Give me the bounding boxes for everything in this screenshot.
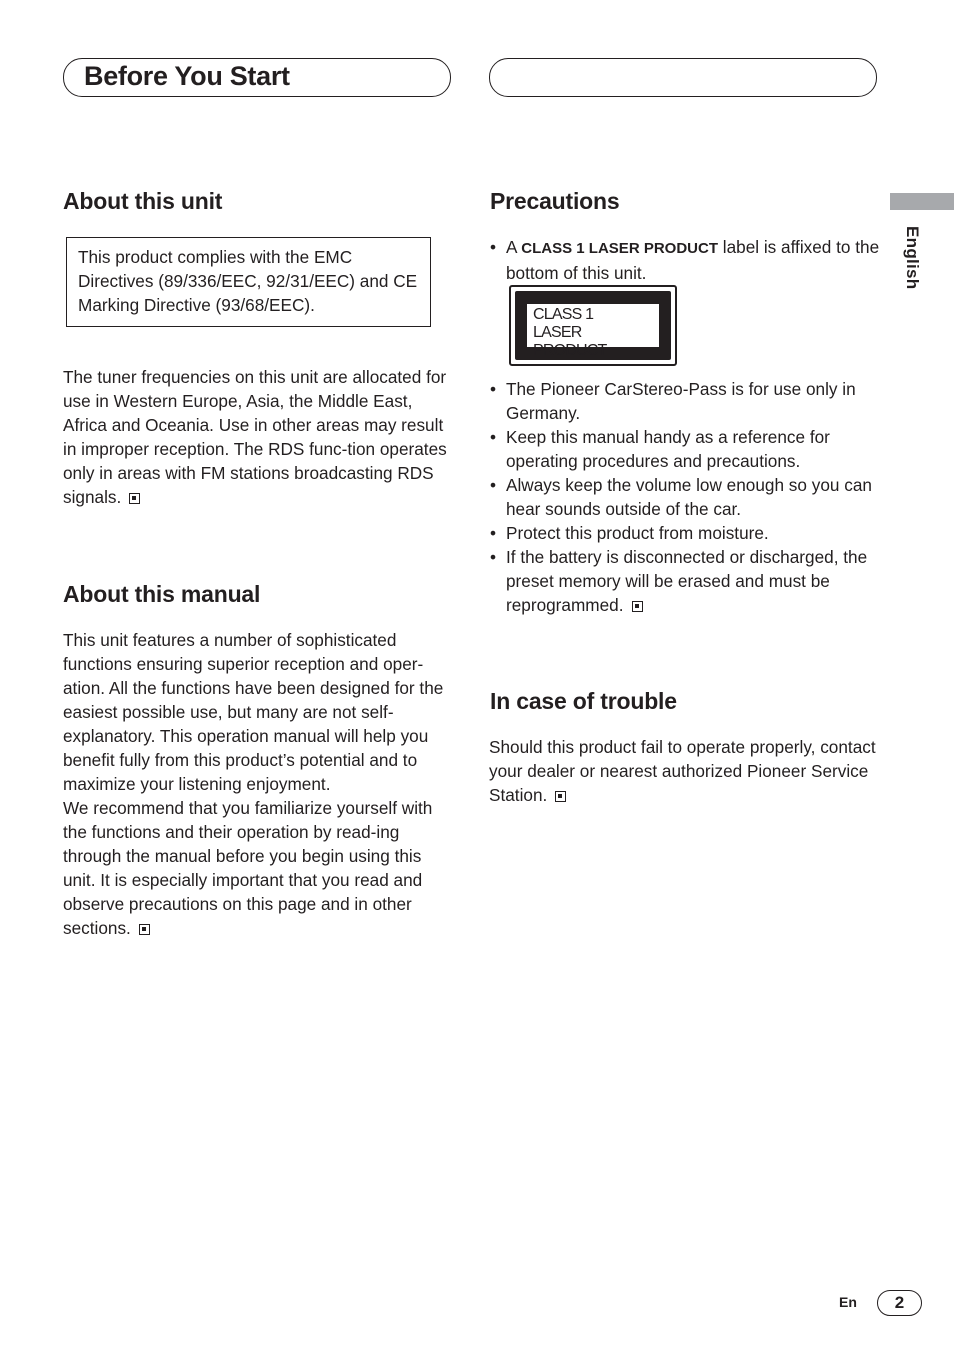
about-manual-heading: About this manual	[63, 581, 261, 607]
laser-product-label-image	[509, 285, 677, 366]
about-manual-paragraph-2	[63, 796, 455, 940]
trouble-text: Should this product fail to operate properly, contact your dealer or nearest authorized Pioneer Service Station.	[489, 737, 876, 805]
precautions-list	[490, 377, 880, 617]
list-item: • A CLASS 1 LASER PRODUCT label is affixed to the bottom of this unit.	[490, 235, 880, 285]
emc-notice-text: This product complies with the EMC Directives (89/336/EEC, 92/31/EEC) and CE Marking Directive (93/68/EEC).	[78, 247, 418, 315]
section-end-icon	[139, 924, 150, 935]
about-unit-heading: About this unit	[63, 188, 223, 214]
footer-language-code: En	[839, 1294, 857, 1310]
laser-label-text	[527, 304, 659, 359]
trouble-heading: In case of trouble	[490, 688, 677, 714]
language-tab-label: English	[903, 226, 922, 290]
emc-notice-box	[66, 237, 431, 327]
tuner-frequencies-text: The tuner frequencies on this unit are allocated for use in Western Europe, Asia, the Middle East, Africa and Oceania. Use in other areas may result in improper reception. The RDS func-tion operates only in areas with FM stations broadcasting RDS signals.	[63, 367, 447, 507]
trouble-paragraph	[489, 735, 879, 807]
section-end-icon	[555, 791, 566, 802]
list-item: • The Pioneer CarStereo-Pass is for use only in Germany.	[490, 377, 880, 425]
tuner-frequencies-paragraph	[63, 365, 455, 509]
laser-label-line-2: LASER PRODUCT	[533, 324, 607, 359]
laser-product-inline-label: CLASS 1 LASER PRODUCT	[521, 240, 718, 257]
list-item: • Protect this product from moisture.	[490, 521, 880, 545]
language-tab	[890, 193, 954, 210]
page-title: Before You Start	[84, 61, 290, 91]
list-item: • Keep this manual handy as a reference for operating procedures and precautions.	[490, 425, 880, 473]
about-manual-paragraph-1: This unit features a number of sophisticated functions ensuring superior reception and oper-ation. All the functions have been designed for the easiest possible use, but many are not self-explanatory. This operation manual will help you benefit fully from this product’s potential and to maximize your listening enjoyment.	[63, 630, 444, 794]
list-item: • If the battery is disconnected or discharged, the preset memory will be erased and must be reprogrammed.	[490, 545, 880, 617]
laser-label-frame	[515, 291, 671, 360]
section-end-icon	[129, 493, 140, 504]
list-item: • Always keep the volume low enough so you can hear sounds outside of the car.	[490, 473, 880, 521]
precautions-heading: Precautions	[490, 188, 620, 214]
section-end-icon	[632, 601, 643, 612]
laser-label-line-1: CLASS 1	[533, 306, 594, 323]
precautions-list-top	[490, 235, 880, 285]
about-manual-text-2: We recommend that you familiarize yourself with the functions and their operation by read-ing through the manual before you begin using this unit. It is especially important that you read and observe precautions on this page and in other sections.	[63, 798, 433, 938]
section-header	[63, 58, 451, 97]
page-number: 2	[877, 1290, 922, 1316]
section-header-right	[489, 58, 877, 97]
